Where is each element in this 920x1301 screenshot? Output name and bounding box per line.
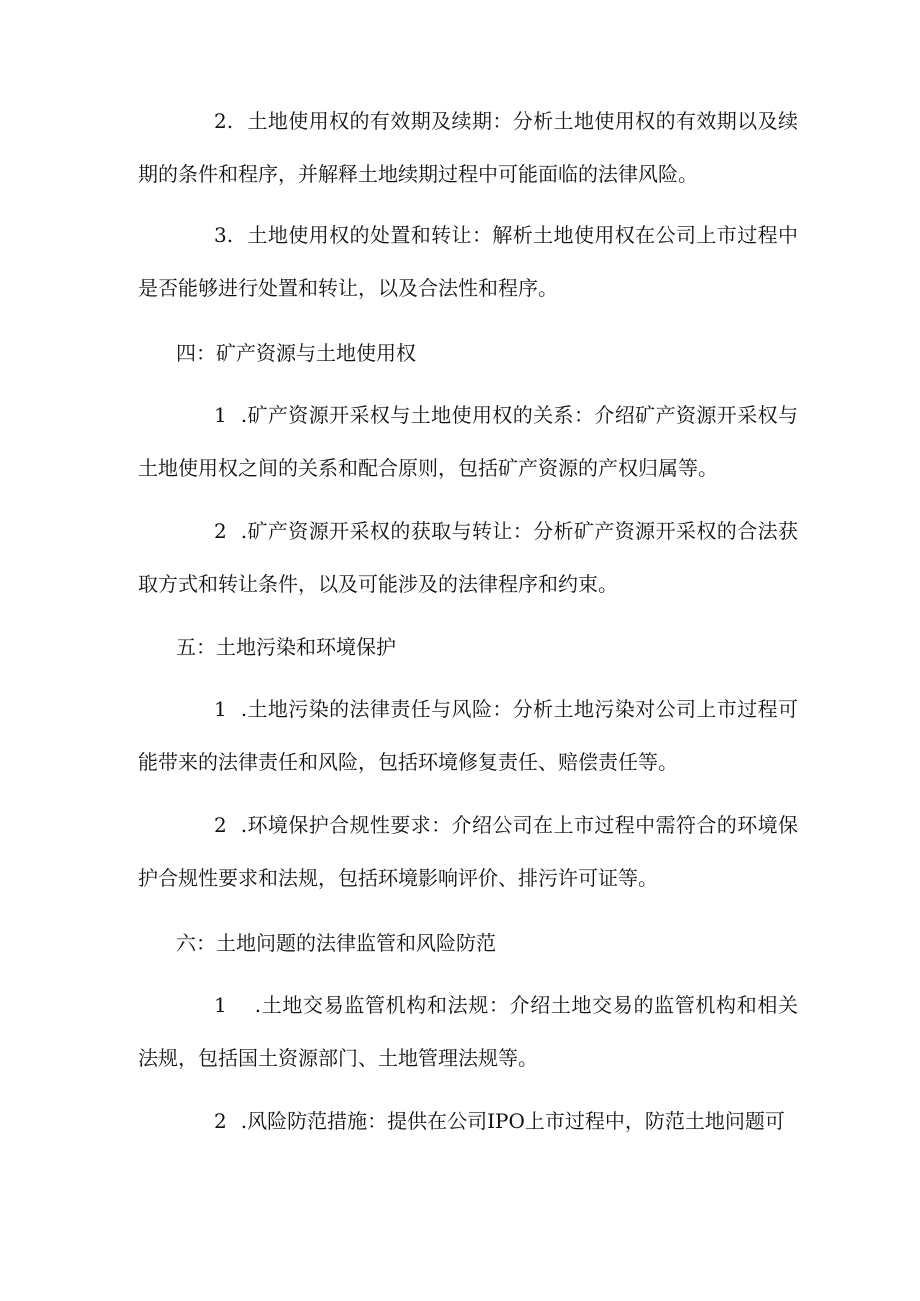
list-number: 2. <box>214 109 234 133</box>
paragraph-land-transaction-regulators <box>138 979 798 1085</box>
list-number: 1 <box>214 993 227 1017</box>
list-number: 3. <box>214 223 234 247</box>
paragraph-text: 土地使用权的处置和转让：解析土地使用权在公司上市过程中是否能够进行处置和转让，以及合法性和程序。 <box>138 223 798 300</box>
paragraph-text: .风险防范措施：提供在公司IPO上市过程中，防范土地问题可 <box>240 1109 785 1133</box>
list-number: 2 <box>214 1109 227 1133</box>
paragraph-risk-prevention <box>138 1095 798 1148</box>
paragraph-text: .土地污染的法律责任与风险：分析土地污染对公司上市过程可能带来的法律责任和风险，包括环境修复责任、赔偿责任等。 <box>138 697 798 774</box>
paragraph-text: .矿产资源开采权的获取与转让：分析矿产资源开采权的合法获取方式和转让条件，以及可能涉及的法律程序和约束。 <box>138 519 798 596</box>
section-heading-mineral-resources: 四：矿产资源与土地使用权 <box>176 341 416 365</box>
list-number: 1 <box>214 403 227 427</box>
list-number: 1 <box>214 697 227 721</box>
paragraph-land-use-term-renewal <box>138 95 798 201</box>
paragraph-mining-rights-acquisition <box>138 505 798 611</box>
paragraph-pollution-liability <box>138 683 798 789</box>
paragraph-text: 土地使用权的有效期及续期：分析土地使用权的有效期以及续期的条件和程序，并解释土地续期过程中可能面临的法律风险。 <box>138 109 798 186</box>
paragraph-text: .环境保护合规性要求：介绍公司在上市过程中需符合的环境保护合规性要求和法规，包括环境影响评价、排污许可证等。 <box>138 813 798 890</box>
list-number: 2 <box>214 813 227 837</box>
paragraph-land-use-disposal-transfer <box>138 209 798 315</box>
paragraph-text: .矿产资源开采权与土地使用权的关系：介绍矿产资源开采权与土地使用权之间的关系和配合原则，包括矿产资源的产权归属等。 <box>138 403 798 480</box>
paragraph-mining-rights-relationship <box>138 389 798 495</box>
paragraph-text: .土地交易监管机构和法规：介绍土地交易的监管机构和相关法规，包括国土资源部门、土地管理法规等。 <box>138 993 798 1070</box>
section-heading-pollution-environment: 五：土地污染和环境保护 <box>176 635 396 659</box>
list-number: 2 <box>214 519 227 543</box>
section-heading-legal-supervision: 六：土地问题的法律监管和风险防范 <box>176 931 496 955</box>
paragraph-environmental-compliance <box>138 799 798 905</box>
